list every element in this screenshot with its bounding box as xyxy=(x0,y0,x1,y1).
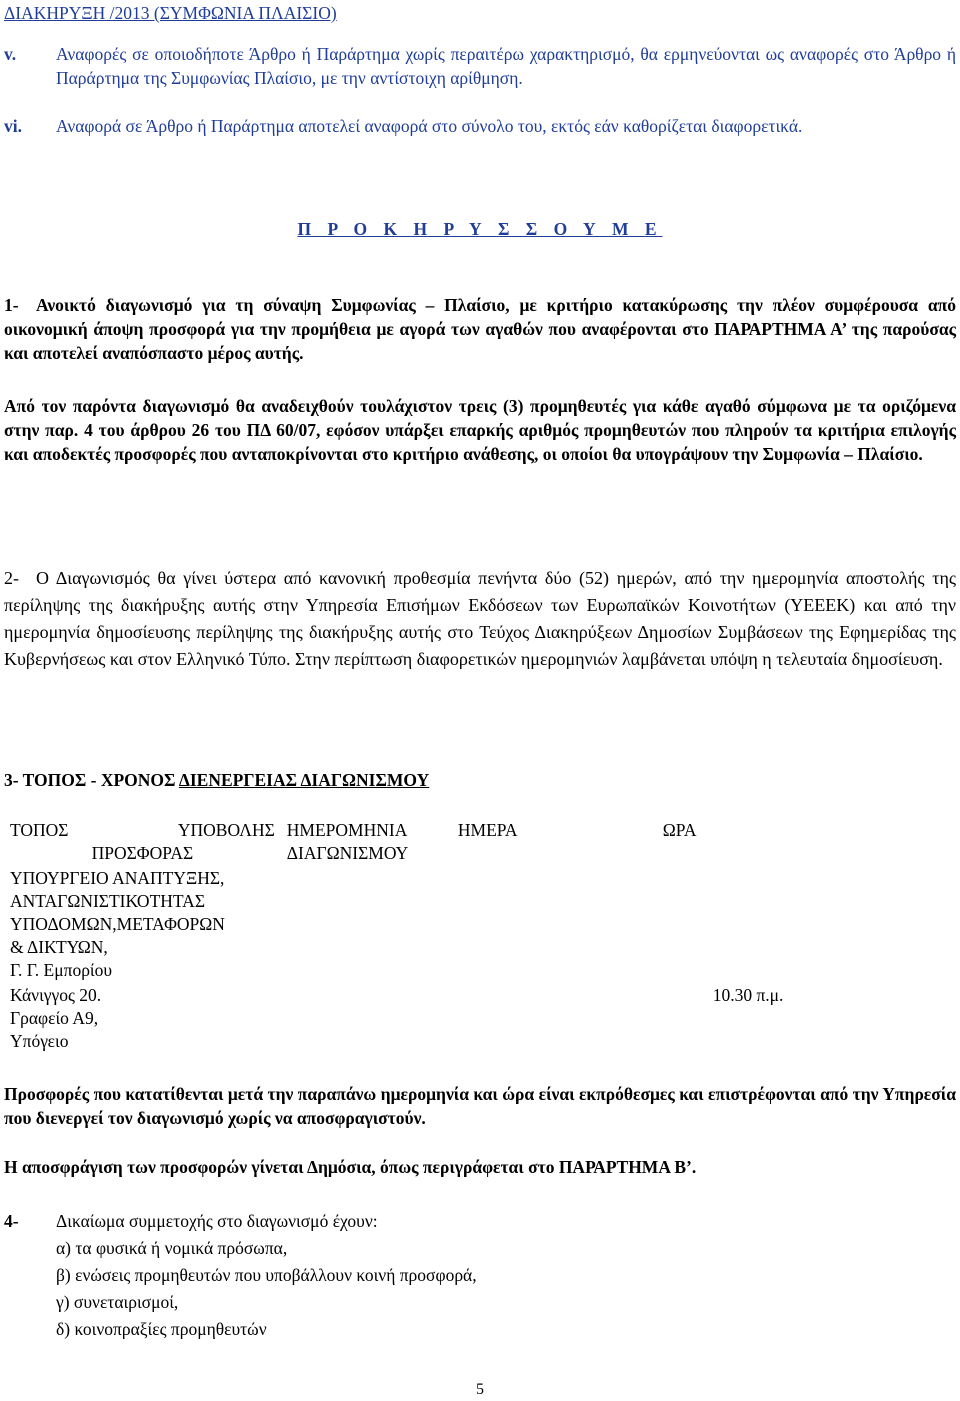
header-date-b: ΔΙΑΓΩΝΙΣΜΟΥ xyxy=(286,843,409,863)
header-place xyxy=(4,818,281,866)
page-number: 5 xyxy=(476,1381,484,1398)
header-date-a: ΗΜΕΡΟΜΗΝΙΑ xyxy=(286,820,408,840)
date-cell-bottom xyxy=(281,983,452,1054)
section1-paragraph1: Ανοικτό διαγωνισμό για τη σύναψη Συμφωνίας – Πλαίσιο, με κριτήριο κατακύρωσης την πλέον συμφέρουσα από οικονομική άποψη προσφορά για την προμήθεια με αγορά των αγαθών που αναφέρονται στο ΠΑΡΑΡΤΗΜΑ Α’ της παρούσας και αποτελεί αναπόσπαστο μέρος αυτής. xyxy=(4,295,956,363)
schedule-body-row-1 xyxy=(4,866,954,983)
definition-marker-vi: vi. xyxy=(4,116,22,136)
place-line: ΥΠΟΥΡΓΕΙΟ ΑΝΑΠΤΥΞΗΣ, xyxy=(10,868,225,888)
date-cell xyxy=(281,866,452,983)
section1-number: 1- xyxy=(4,295,19,315)
place-line: Γ. Γ. Εμπορίου xyxy=(10,960,113,980)
section4-item: δ) κοινοπραξίες προμηθευτών xyxy=(56,1319,267,1339)
place-cell-top xyxy=(4,866,281,983)
definition-marker-v: v. xyxy=(4,44,17,64)
section2-number: 2- xyxy=(4,568,19,588)
day-cell xyxy=(452,866,657,983)
place-line: Γραφείο Α9, xyxy=(10,1008,99,1028)
place-line: ΑΝΤΑΓΩΝΙΣΤΙΚΟΤΗΤΑΣ xyxy=(10,891,206,911)
schedule-table xyxy=(4,818,954,1054)
section4-intro: Δικαίωμα συμμετοχής στο διαγωνισμό έχουν: xyxy=(56,1211,378,1231)
place-line: & ΔΙΚΤΥΩΝ, xyxy=(10,937,108,957)
definition-text-v: Αναφορές σε οποιοδήποτε Άρθρο ή Παράρτημα χωρίς περαιτέρω χαρακτηρισμό, θα ερμηνεύονται ως αναφορές στο Άρθρο ή Παράρτημα της Συμφωνίας Πλαίσιο, με την αντίστοιχη αρίθμηση. xyxy=(56,44,956,88)
place-line: ΥΠΟΔΟΜΩΝ,ΜΕΤΑΦΟΡΩΝ xyxy=(10,914,225,934)
opening-note: Η αποσφράγιση των προσφορών γίνεται Δημόσια, όπως περιγράφεται στο ΠΑΡΑΡΤΗΜΑ Β’. xyxy=(4,1157,697,1177)
section4-number: 4- xyxy=(4,1211,19,1231)
time-cell-top xyxy=(657,866,954,983)
time-value: 10.30 π.μ. xyxy=(712,985,784,1005)
place-line: Κάνιγγος 20. xyxy=(10,985,102,1005)
header-time-label: ΩΡΑ xyxy=(662,820,697,840)
section4-item: α) τα φυσικά ή νομικά πρόσωπα, xyxy=(56,1238,288,1258)
header-time xyxy=(657,818,954,866)
header-place-b: ΥΠΟΒΟΛΗΣ xyxy=(177,820,275,840)
schedule-body-row-2 xyxy=(4,983,954,1054)
section3-title-prefix: 3- ΤΟΠΟΣ - ΧΡΟΝΟΣ xyxy=(4,770,179,790)
place-cell-bottom xyxy=(4,983,281,1054)
section4-item: γ) συνεταιρισμοί, xyxy=(56,1292,179,1312)
definition-text-vi: Αναφορά σε Άρθρο ή Παράρτημα αποτελεί αναφορά στο σύνολο του, εκτός εάν καθορίζεται διαφορετικά. xyxy=(56,116,803,136)
place-line: Υπόγειο xyxy=(10,1031,69,1051)
proclamation-heading: Π Ρ Ο Κ Η Ρ Υ Σ Σ Ο Υ Μ Ε xyxy=(297,219,663,239)
section3-title xyxy=(4,768,429,792)
header-place-c: ΠΡΟΣΦΟΡΑΣ xyxy=(91,843,194,863)
day-cell-bottom xyxy=(452,983,657,1054)
late-offers-note: Προσφορές που κατατίθενται μετά την παραπάνω ημερομηνία και ώρα είναι εκπρόθεσμες και επιστρέφονται από την Υπηρεσία που διενεργεί τον διαγωνισμό χωρίς να αποσφραγιστούν. xyxy=(4,1084,956,1128)
section2-text: Ο Διαγωνισμός θα γίνει ύστερα από κανονική προθεσμία πενήντα δύο (52) ημερών, από την ημερομηνία αποστολής της περίληψης της διακήρυξης αυτής στην Υπηρεσία Επισήμων Εκδόσεων των Ευρωπαϊκών Κοινοτήτων (ΥΕΕΕΚ) και από την ημερομηνία δημοσίευσης περίληψης της διακήρυξης αυτής στο Τεύχος Διακηρύξεων Δημοσίων Συμβάσεων της Εφημερίδας της Κυβερνήσεως και στον Ελληνικό Τύπο. Στην περίπτωση διαφορετικών ημερομηνιών λαμβάνεται υπόψη η τελευταία δημοσίευση. xyxy=(4,568,956,669)
schedule-header-row xyxy=(4,818,954,866)
header-day: ΗΜΕΡΑ xyxy=(457,820,518,840)
section1-paragraph2: Από τον παρόντα διαγωνισμό θα αναδειχθούν τουλάχιστον τρεις (3) προμηθευτές για κάθε αγαθό σύμφωνα με τα οριζόμενα στην παρ. 4 του άρθρου 26 του ΠΔ 60/07, εφόσον υπάρξει επαρκής αριθμός προμηθευτών που πληρούν τα κριτήρια επιλογής και αποδεκτές προσφορές που ανταποκρίνονται στο κριτήριο ανάθεσης, οι οποίοι θα υπογράψουν την Συμφωνία – Πλαίσιο. xyxy=(4,396,956,464)
running-header: ΔΙΑΚΗΡΥΞΗ /2013 (ΣΥΜΦΩΝΙΑ ΠΛΑΙΣΙΟ) xyxy=(4,3,337,23)
header-date xyxy=(281,818,452,866)
header-place-a: ΤΟΠΟΣ xyxy=(10,820,69,840)
section3-title-underlined: ΔΙΕΝΕΡΓΕΙΑΣ ΔΙΑΓΩΝΙΣΜΟΥ xyxy=(178,770,430,790)
section4-item: β) ενώσεις προμηθευτών που υποβάλλουν κοινή προσφορά, xyxy=(56,1265,477,1285)
